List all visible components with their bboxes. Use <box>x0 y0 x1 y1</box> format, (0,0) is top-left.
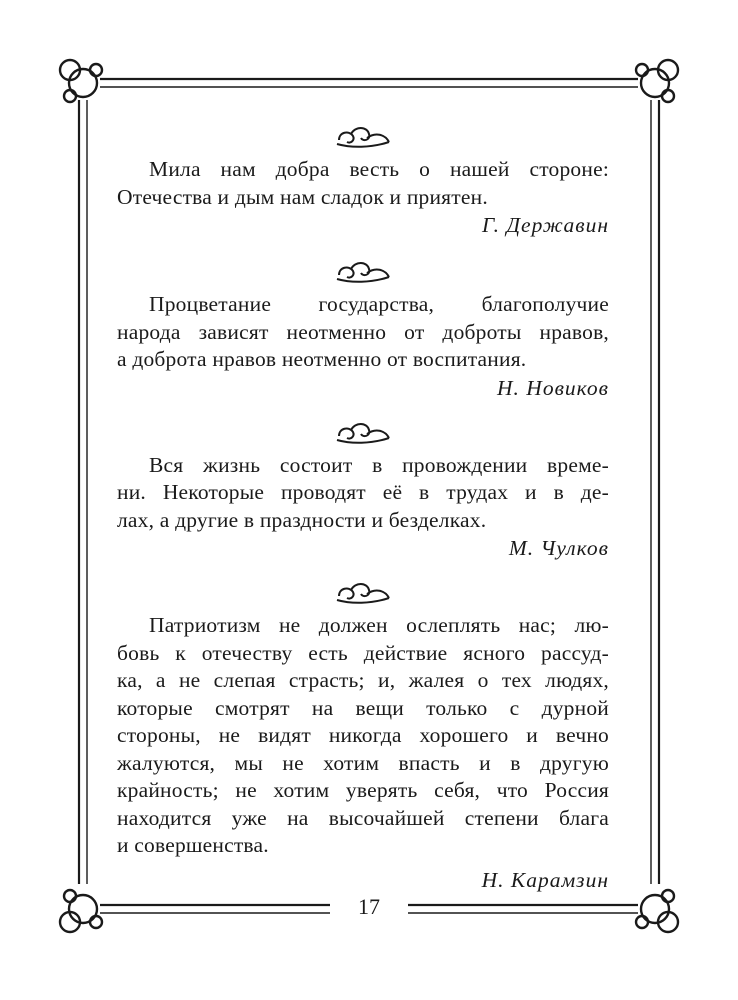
quote-block <box>117 416 609 563</box>
quote-block <box>117 255 609 402</box>
quote-author: Г. Державин <box>481 213 609 237</box>
quote-line: ка, а не слепая страсть; и, жалея о тех людях, <box>117 668 609 692</box>
page-number: 17 <box>340 894 398 920</box>
quote-author: Н. Карамзин <box>481 867 609 892</box>
quote-line: ни. Некоторые проводят её в трудах и в де- <box>117 480 609 504</box>
quote-author: Н. Новиков <box>497 375 609 400</box>
quote-line: стороны, не видят никогда хорошего и вечно <box>117 723 609 747</box>
quotes-container <box>117 118 609 894</box>
quote-author: М. Чулков <box>508 536 609 560</box>
quote-line: Патриотизм не должен ослеплять нас; лю- <box>149 613 609 637</box>
swirl-ornament-icon <box>331 255 395 285</box>
corner-knot-bottom-left <box>60 890 102 932</box>
corner-knot-top-right <box>636 60 678 102</box>
swirl-ornament-icon <box>331 416 395 446</box>
quote-line: лах, а другие в праздности и безделках. <box>117 507 487 532</box>
quote-text <box>117 291 609 374</box>
quote-text <box>117 452 609 535</box>
quote-line: которые смотрят на вещи только с дурной <box>117 695 609 720</box>
quote-line: бовь к отечеству есть действие ясного рассуд- <box>117 640 609 665</box>
quote-line: Мила нам добра весть о нашей стороне: <box>149 157 609 181</box>
quote-line: и совершенства. <box>117 833 269 857</box>
quote-line: Отечества и дым нам сладок и приятен. <box>117 184 488 209</box>
quote-line: народа зависят неотменно от доброты нравов, <box>117 319 609 344</box>
quote-line: жалуются, мы не хотим впасть и в другую <box>117 750 609 775</box>
corner-knot-bottom-right <box>636 890 678 932</box>
quote-line: Процветание государства, благополучие <box>149 292 609 316</box>
quote-line: находится уже на высочайшей степени блага <box>117 805 609 830</box>
quote-line: Вся жизнь состоит в провождении време- <box>149 452 609 477</box>
swirl-ornament-icon <box>331 576 395 606</box>
quote-text <box>117 156 609 211</box>
quote-text <box>117 612 609 860</box>
quote-block <box>117 120 609 239</box>
corner-knot-top-left <box>60 60 102 102</box>
swirl-ornament-icon <box>331 120 395 150</box>
quote-line: крайность; не хотим уверять себя, что Россия <box>117 778 609 802</box>
quote-block <box>117 576 609 894</box>
quote-line: а доброта нравов неотменно от воспитания. <box>117 347 527 371</box>
